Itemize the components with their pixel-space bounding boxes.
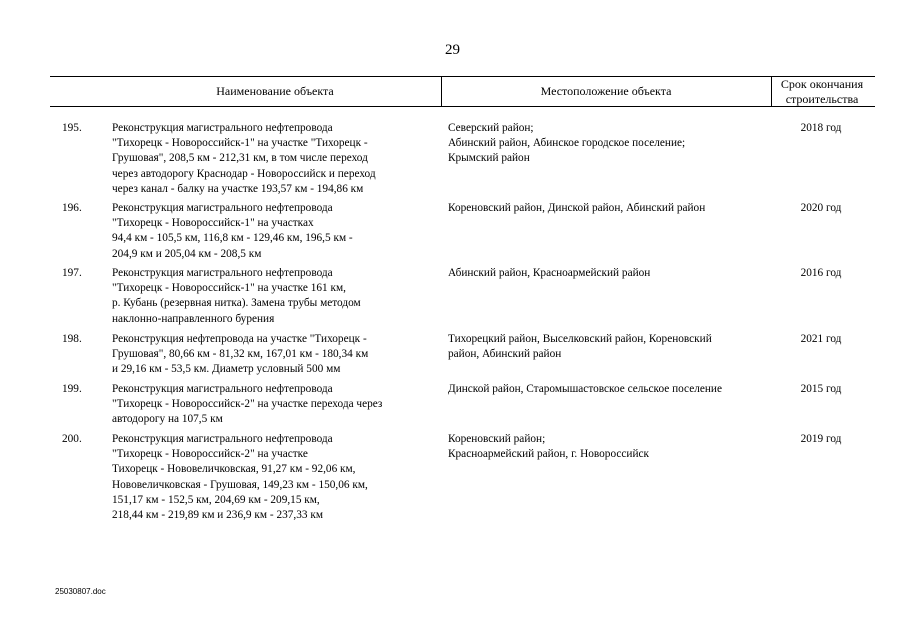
name-line: Тихорецк - Нововеличковская, 91,27 км - 92,06 км,	[112, 463, 356, 476]
location-line: Кореновский район;	[448, 433, 546, 445]
row-number: 195.	[62, 122, 82, 134]
name-line: Грушовая", 80,66 км - 81,32 км, 167,01 км - 180,34 км	[112, 348, 369, 361]
name-line: 204,9 км и 205,04 км - 208,5 км	[112, 247, 262, 260]
row-year: 2019 год	[800, 433, 842, 445]
row-year: 2021 год	[800, 333, 842, 345]
row-object-name	[112, 266, 442, 327]
row-location	[448, 121, 768, 167]
row-object-name	[112, 201, 442, 262]
name-line: 151,17 км - 152,5 км, 204,69 км - 209,15 км,	[112, 493, 320, 506]
row-year: 2015 год	[800, 383, 842, 395]
header-deadline-line-1: Срок окончания	[780, 77, 864, 91]
row-number: 198.	[62, 333, 82, 345]
location-line: район, Абинский район	[448, 348, 562, 361]
name-line: Реконструкция магистрального нефтепровода	[112, 267, 333, 279]
name-line: Реконструкция нефтепровода на участке "Тихорецк -	[112, 333, 367, 345]
name-line: "Тихорецк - Новороссийск-2" на участке	[112, 448, 308, 461]
name-line: наклонно-направленного бурения	[112, 312, 275, 325]
name-line: Нововеличковская - Грушовая, 149,23 км - 150,06 км,	[112, 478, 368, 491]
row-location	[448, 266, 768, 281]
row-location	[448, 201, 768, 216]
row-location	[448, 382, 768, 397]
name-line: "Тихорецк - Новороссийск-1" на участке "Тихорецк -	[112, 137, 368, 150]
location-line: Абинский район, Красноармейский район	[448, 267, 651, 279]
page-number: 29	[445, 42, 460, 58]
table-header-bottom-rule	[50, 106, 875, 107]
location-line: Северский район;	[448, 122, 534, 134]
name-line: Грушовая", 208,5 км - 212,31 км, в том числе переход	[112, 152, 368, 165]
row-object-name	[112, 121, 442, 197]
row-year: 2020 год	[800, 202, 842, 214]
name-line: Реконструкция магистрального нефтепровода	[112, 433, 333, 445]
row-number: 197.	[62, 267, 82, 279]
row-object-name	[112, 432, 442, 523]
name-line: Реконструкция магистрального нефтепровода	[112, 202, 333, 214]
header-deadline-line-2: строительства	[785, 92, 859, 106]
row-year: 2018 год	[800, 122, 842, 134]
row-object-name	[112, 332, 442, 378]
header-deadline	[772, 77, 872, 107]
location-line: Крымский район	[448, 152, 530, 165]
table-top-rule	[50, 76, 875, 77]
name-line: через автодорогу Краснодар - Новороссийск и переход	[112, 167, 376, 180]
name-line: "Тихорецк - Новороссийск-1" на участке 161 км,	[112, 282, 346, 295]
name-line: "Тихорецк - Новороссийск-1" на участках	[112, 217, 314, 230]
location-line: Тихорецкий район, Выселковский район, Кореновский	[448, 333, 712, 345]
file-name-footer: 25030807.doc	[55, 587, 106, 596]
row-location	[448, 332, 768, 362]
row-number: 199.	[62, 383, 82, 395]
header-name: Наименование объекта	[216, 84, 334, 98]
name-line: и 29,16 км - 53,5 км. Диаметр условный 500 мм	[112, 363, 341, 376]
name-line: "Тихорецк - Новороссийск-2" на участке перехода через	[112, 398, 383, 411]
location-line: Динской район, Старомышастовское сельское поселение	[448, 383, 722, 395]
name-line: 218,44 км - 219,89 км и 236,9 км - 237,33 км	[112, 509, 323, 522]
row-object-name	[112, 382, 442, 428]
location-line: Кореновский район, Динской район, Абинский район	[448, 202, 706, 214]
name-line: автодорогу на 107,5 км	[112, 413, 223, 426]
name-line: через канал - балку на участке 193,57 км - 194,86 км	[112, 182, 364, 195]
location-line: Абинский район, Абинское городское поселение;	[448, 137, 686, 150]
name-line: 94,4 км - 105,5 км, 116,8 км - 129,46 км, 196,5 км -	[112, 232, 353, 245]
row-number: 196.	[62, 202, 82, 214]
row-number: 200.	[62, 433, 82, 445]
name-line: р. Кубань (резервная нитка). Замена трубы методом	[112, 297, 361, 310]
row-location	[448, 432, 768, 462]
row-year: 2016 год	[800, 267, 842, 279]
name-line: Реконструкция магистрального нефтепровода	[112, 383, 333, 395]
location-line: Красноармейский район, г. Новороссийск	[448, 448, 649, 461]
header-location: Местоположение объекта	[540, 84, 672, 98]
name-line: Реконструкция магистрального нефтепровода	[112, 122, 333, 134]
